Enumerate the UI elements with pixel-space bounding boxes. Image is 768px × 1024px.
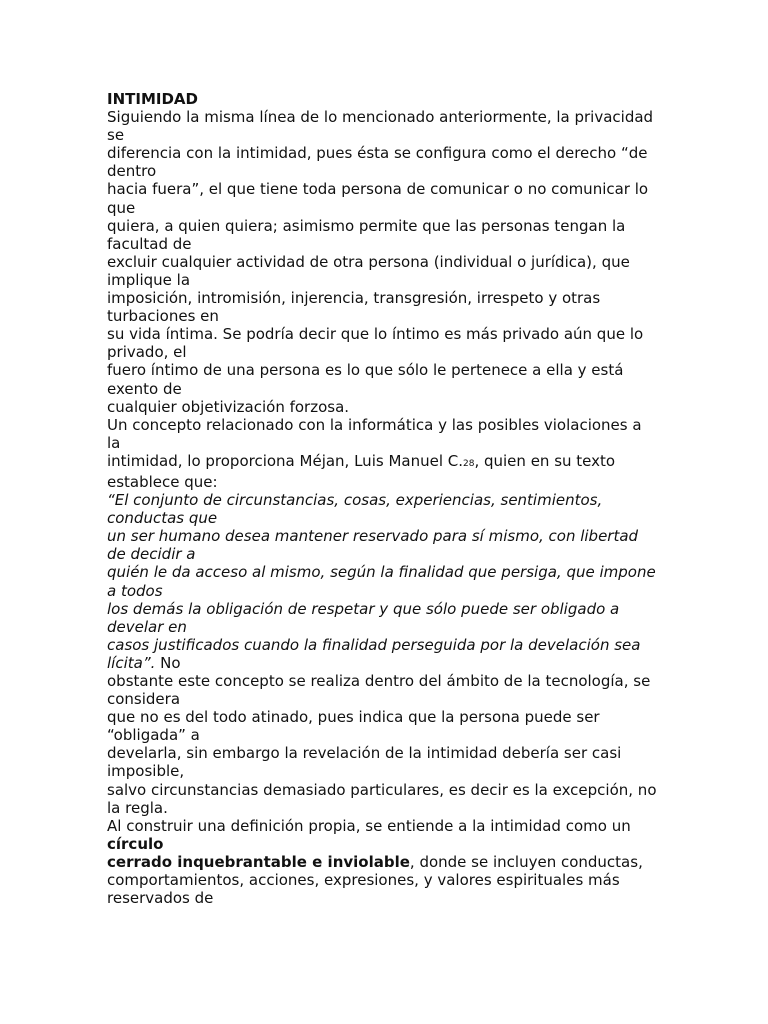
document-title: INTIMIDAD xyxy=(107,90,198,108)
quote-line: develar en xyxy=(107,617,187,636)
text-line: la regla. xyxy=(107,798,168,817)
bold-phrase: cerrado inquebrantable e inviolable xyxy=(107,852,410,871)
text-line: que xyxy=(107,198,136,217)
text-line: “obligada” a xyxy=(107,726,200,745)
quote-end: lícita”. xyxy=(107,653,156,672)
text-line: hacia fuera”, el que tiene toda persona de comunicar o no comunicar lo xyxy=(107,180,649,199)
text-line: la xyxy=(107,433,121,452)
text-line: facultad de xyxy=(107,234,192,253)
quote-line: conductas que xyxy=(107,509,218,528)
text-line: su vida íntima. Se podría decir que lo íntimo es más privado aún que lo xyxy=(107,325,644,344)
definition-text: , donde se incluyen conductas, xyxy=(409,852,643,871)
text-line: quiera, a quien quiera; asimismo permite que las personas tengan la xyxy=(107,216,626,235)
text-line: dentro xyxy=(107,162,157,181)
quote-line: los demás la obligación de respetar y que sólo puede ser obligado a xyxy=(107,599,620,618)
text-line: excluir cualquier actividad de otra persona (individual o jurídica), que xyxy=(107,252,630,271)
paragraph-4 xyxy=(107,817,667,907)
quote-line: casos justificados cuando la finalidad perseguida por la develación sea xyxy=(107,635,641,654)
quote-line: quién le da acceso al mismo, según la finalidad que persiga, que impone xyxy=(107,563,656,582)
definition-line xyxy=(107,853,667,871)
paragraph-1 xyxy=(107,108,667,416)
footnote-ref: 28 xyxy=(463,458,475,469)
text-line: se xyxy=(107,126,125,145)
quote-after: No xyxy=(155,653,181,672)
text-line: develarla, sin embargo la revelación de la intimidad debería ser casi xyxy=(107,744,622,763)
text-line: turbaciones en xyxy=(107,307,219,326)
quote-line: a todos xyxy=(107,581,163,600)
bold-word: círculo xyxy=(107,834,164,853)
text-line: imposible, xyxy=(107,762,185,781)
citation-line xyxy=(107,452,667,473)
quote-line: “El conjunto de circunstancias, cosas, experiencias, sentimientos, xyxy=(107,491,603,510)
text-line: salvo circunstancias demasiado particulares, es decir es la excepción, no xyxy=(107,780,657,799)
text-line: implique la xyxy=(107,270,191,289)
text-line: Siguiendo la misma línea de lo mencionado anteriormente, la privacidad xyxy=(107,108,654,127)
text-line: considera xyxy=(107,690,181,709)
paragraph-2 xyxy=(107,416,667,491)
text-line: imposición, intromisión, injerencia, transgresión, irrespeto y otras xyxy=(107,289,601,308)
text-line: establece que: xyxy=(107,472,218,491)
text-line: reservados de xyxy=(107,889,214,908)
text-line: exento de xyxy=(107,379,182,398)
text-line: privado, el xyxy=(107,343,187,362)
quote-end-line xyxy=(107,654,667,672)
text-line: fuero íntimo de una persona es lo que sólo le pertenece a ella y está xyxy=(107,361,624,380)
text-line: que no es del todo atinado, pues indica que la persona puede ser xyxy=(107,708,600,727)
paragraph-3 xyxy=(107,672,667,817)
block-quote xyxy=(107,491,667,672)
text-line: Al construir una definición propia, se entiende a la intimidad como un xyxy=(107,816,631,835)
text-line: cualquier objetivización forzosa. xyxy=(107,397,350,416)
citation-text-cont: , quien en su texto xyxy=(474,451,616,470)
text-line: diferencia con la intimidad, pues ésta se configura como el derecho “de xyxy=(107,144,648,163)
text-line: Un concepto relacionado con la informática y las posibles violaciones a xyxy=(107,415,642,434)
text-line: obstante este concepto se realiza dentro del ámbito de la tecnología, se xyxy=(107,672,651,690)
text-line: comportamientos, acciones, expresiones, y valores espirituales más xyxy=(107,871,620,890)
quote-line: de decidir a xyxy=(107,545,196,564)
document-page xyxy=(107,90,667,907)
quote-line: un ser humano desea mantener reservado para sí mismo, con libertad xyxy=(107,527,639,546)
citation-text: intimidad, lo proporciona Méjan, Luis Manuel C. xyxy=(107,451,463,470)
